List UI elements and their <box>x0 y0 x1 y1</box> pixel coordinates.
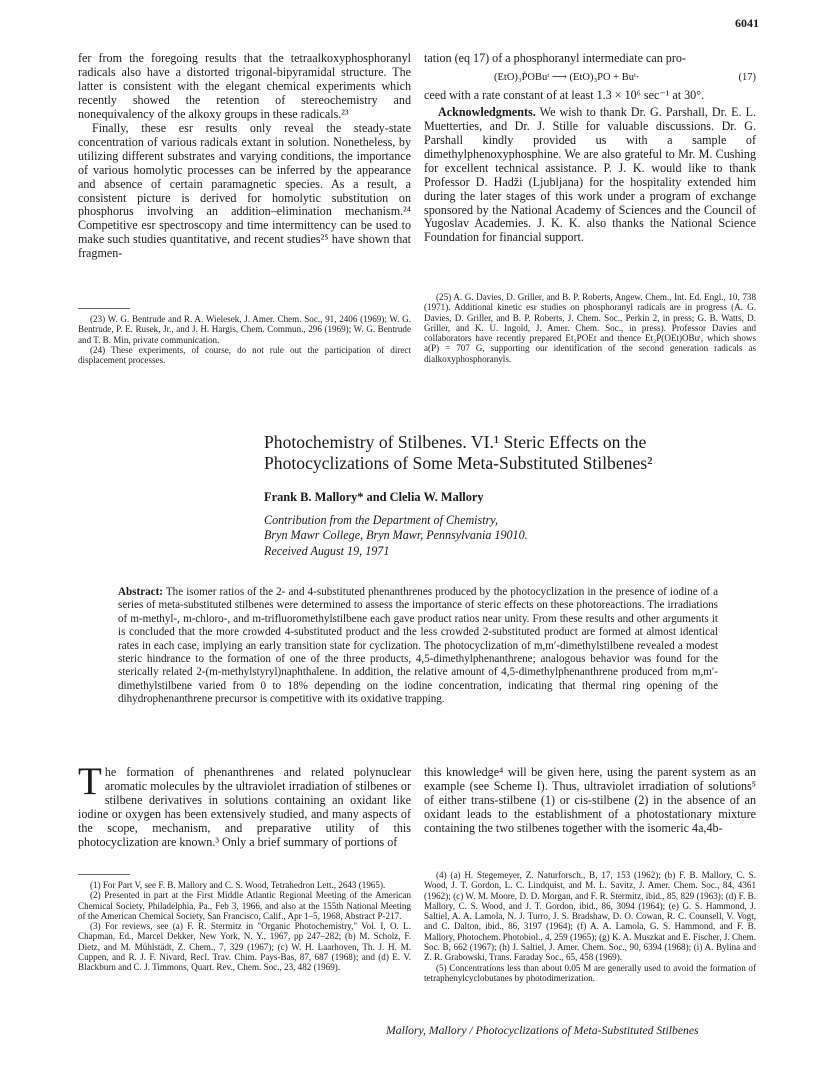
top-left-footnotes <box>78 314 411 365</box>
bottom-right-column <box>424 766 756 836</box>
authors: Frank B. Mallory* and Clelia W. Mallory <box>264 490 484 504</box>
footnote: (23) W. G. Bentrude and R. A. Wielesek, J. Amer. Chem. Soc., 91, 2406 (1969); W. G. Bentrude, P. E. Rusek, Jr., and J. H. Hargis, Chem. Commun., 296 (1969); W. G. Bentrude and T. B. Min, private communication. <box>78 314 411 345</box>
paragraph: this knowledge⁴ will be given here, using the parent system as an example (see Scheme I). Thus, ultraviolet irradiation of solutions⁵ of either trans-stilbene (1) or cis-stilbene (2) in the absence of an oxidant leads to the establishment of a photostationary mixture containing the two stilbenes together with the isomeric 4a,4b- <box>424 765 756 835</box>
title-line: Photochemistry of Stilbenes. VI.¹ Steric Effects on the <box>264 432 647 452</box>
article-title <box>264 432 744 474</box>
bottom-right-footnotes <box>424 870 756 983</box>
bottom-left-footnotes <box>78 880 411 973</box>
abstract-label: Abstract: <box>118 586 163 598</box>
equation: (EtO)₃ṖOBuᵗ ⟶ (EtO)₃PO + Buᵗ· <box>494 71 640 83</box>
top-right-column <box>424 52 756 245</box>
footnote: (25) A. G. Davies, D. Griller, and B. P. Roberts, Angew. Chem., Int. Ed. Engl., 10, 738 (1971). Additional kinetic esr studies on phosphoranyl radicals are in progress (A. G. Davies, D. Griller, and B. P. Roberts, J. Chem. Soc., Perkin 2, in press; G. B. Watts, D. Griller, and K. U. Ingold, J. Amer. Chem. Soc., in press). Professor Davies and collaborators have recently prepared Et₂POEt and thence Et₂Ṗ(OEt)OBuᵗ, which shows a(P) = 707 G, supporting our identification of the second generation radicals as dialkoxyphosphoranyls. <box>424 292 756 364</box>
paragraph: ceed with a rate constant of at least 1.3 × 10⁶ sec⁻¹ at 30°. <box>424 87 705 102</box>
bottom-left-column <box>78 760 411 850</box>
intro-paragraph <box>78 760 411 850</box>
paragraph: fer from the foregoing results that the tetraalkoxyphosphoranyl radicals also have a distorted trigonal-bipyramidal structure. The latter is consistent with the elegant chemical experiments which recently showed the retention of stereochemistry and nonequivalency of the alkoxy groups in these radicals.²³ <box>78 51 411 121</box>
dropcap: T <box>78 760 102 803</box>
footnote: (2) Presented in part at the First Middle Atlantic Regional Meeting of the American Chemical Society, Philadelphia, Pa., Feb 3, 1966, and also at the 155th National Meeting of the American Chemical Society, San Francisco, Calif., Apr 1–5, 1968, Abstract P-217. <box>78 890 411 921</box>
footnote-rule <box>78 308 130 309</box>
affiliation-line: Contribution from the Department of Chemistry, <box>264 513 499 527</box>
received-date: Received August 19, 1971 <box>264 543 390 558</box>
footnote: (4) (a) H. Stegemeyer, Z. Naturforsch., B, 17, 153 (1962); (b) F. B. Mallory, C. S. Wood, J. T. Gordon, L. C. Lindquist, and M. L. Savitz, J. Amer. Chem. Soc., 84, 4361 (1962); (c) W. M. Moore, D. D. Morgan, and F. R. Stermitz, ibid., 85, 829 (1963); (d) F. B. Mallory, C. S. Wood, and J. T. Gordon, ibid., 86, 3094 (1964); (e) G. S. Hammond, J. Saltiel, A. A. Lamola, N. J. Turro, J. S. Bradshaw, D. O. Cowan, R. C. Counsell, V. Vogt, and C. Dalton, ibid., 86, 3197 (1964); (f) A. A. Lamola, G. S. Hammond, and F. B. Mallory, Photochem. Photobiol., 4, 259 (1965); (g) K. A. Muszkat and E. Fischer, J. Chem. Soc. B, 662 (1967); (h) J. Saltiel, J. Amer. Chem. Soc., 90, 6394 (1968); (i) A. Bylina and Z. R. Grabowski, Trans. Faraday Soc., 65, 458 (1969). <box>424 870 756 963</box>
intro-text: he formation of phenanthrenes and related polynuclear aromatic molecules by the ultraviolet irradiation of stilbenes or stilbene derivatives in solutions containing an oxidant like iodine or oxygen has been extensively studied, and many aspects of the scope, mechanism, and preparative utility of this photocyclization are known.³ Only a brief summary of portions of <box>78 765 411 849</box>
footnote: (24) These experiments, of course, do not rule out the participation of direct displacement processes. <box>78 344 411 366</box>
ack-heading: Acknowledgments. <box>438 104 536 119</box>
top-right-footnote <box>424 292 756 364</box>
abstract <box>118 586 718 707</box>
footnote: (3) For reviews, see (a) F. R. Stermitz in "Organic Photochemistry," Vol. I, O. L. Chapman, Ed., Marcel Dekker, New York, N. Y., 1967, pp 247–282; (b) M. Scholz, F. Dietz, and M. Mühlstädt, Z. Chem., 7, 329 (1967); (c) W. H. Laarhoven, Th. J. H. M. Cuppen, and R. J. F. Nivard, Recl. Trav. Chim. Pays-Bas, 87, 687 (1968); and (d) E. V. Blackburn and C. J. Timmons, Quart. Rev., Chem. Soc., 23, 482 (1969). <box>78 921 411 973</box>
paragraph: Finally, these esr results only reveal the steady-state concentration of various radicals extant in solution. Nonetheless, by utilizing different substrates and varying conditions, the importance of various homolytic processes can be inferred by the appearance and absence of certain paramagnetic species. As a result, a consistent picture is derived for homolytic substitution on phosphorus involving an addition–elimination mechanism.²⁴ Competitive esr spectroscopy and time intermittency can be used to make such studies quantitative, and recent studies²⁵ have shown that fragmen- <box>78 120 411 261</box>
top-left-column <box>78 52 411 261</box>
footnote-rule <box>78 874 130 875</box>
footnote: (5) Concentrations less than about 0.05 M are generally used to avoid the formation of tetraphenylcyclobutanes by photodimerization. <box>424 962 756 983</box>
paragraph: tation (eq 17) of a phosphoranyl intermediate can pro- <box>424 51 686 65</box>
abstract-text: The isomer ratios of the 2- and 4-substituted phenanthrenes produced by the photocyclization in the presence of iodine of a series of meta-substituted stilbenes were determined to assess the importance of steric effects on these photoreactions. The irradiations of m-methyl-, m-chloro-, and m-trifluoromethylstilbene each gave product ratios near unity. From these results and other arguments it is concluded that the more crowded 4-substituted product and the less crowded 2-substituted product are formed at almost identical rates in each case, implying an early transition state for cyclization. The photocyclization of m,m′-dimethylstilbene revealed a modest steric hindrance to the formation of one of the three products, 4,5-dimethylphenanthrene; analogous behavior was found for the sterically related 2-(m-methylstyryl)naphthalene. In addition, the relative amount of 4,5-dimethylphenanthrene produced from m,m′-dimethylstilbene varied from 0 to 18% depending on the iodine concentration, indicating that thermal ring opening of the dihydrophenanthrene precursor is competitive with its oxidative trapping. <box>118 586 718 706</box>
equation-number: (17) <box>738 71 756 83</box>
affiliation <box>264 513 528 559</box>
footnote: (1) For Part V, see F. B. Mallory and C. S. Wood, Tetrahedron Lett., 2643 (1965). <box>90 880 386 890</box>
page-number: 6041 <box>735 16 759 30</box>
running-footer: Mallory, Mallory / Photocyclizations of Meta-Substituted Stilbenes <box>386 1024 699 1037</box>
equation-17 <box>424 71 756 85</box>
title-line: Photocyclizations of Some Meta-Substituted Stilbenes² <box>264 453 653 473</box>
acknowledgments <box>424 106 756 246</box>
ack-text: We wish to thank Dr. G. Parshall, Dr. E. L. Muetterties, and Dr. J. Stille for valuable discussions. Dr. G. Parshall kindly provided us with a sample of dimethylphenoxyphosphine. We are also grateful to Mr. M. Cushing for excellent technical assistance. P. J. K. would like to thank Professor D. Hadži (Ljubljana) for the hospitality extended him during the later stages of this work under a program of exchange sponsored by the National Academy of Sciences and the Council of Yugoslav Academies. J. K. K. also thanks the National Science Foundation for financial support. <box>424 104 756 245</box>
affiliation-line: Bryn Mawr College, Bryn Mawr, Pennsylvania 19010. <box>264 528 528 543</box>
